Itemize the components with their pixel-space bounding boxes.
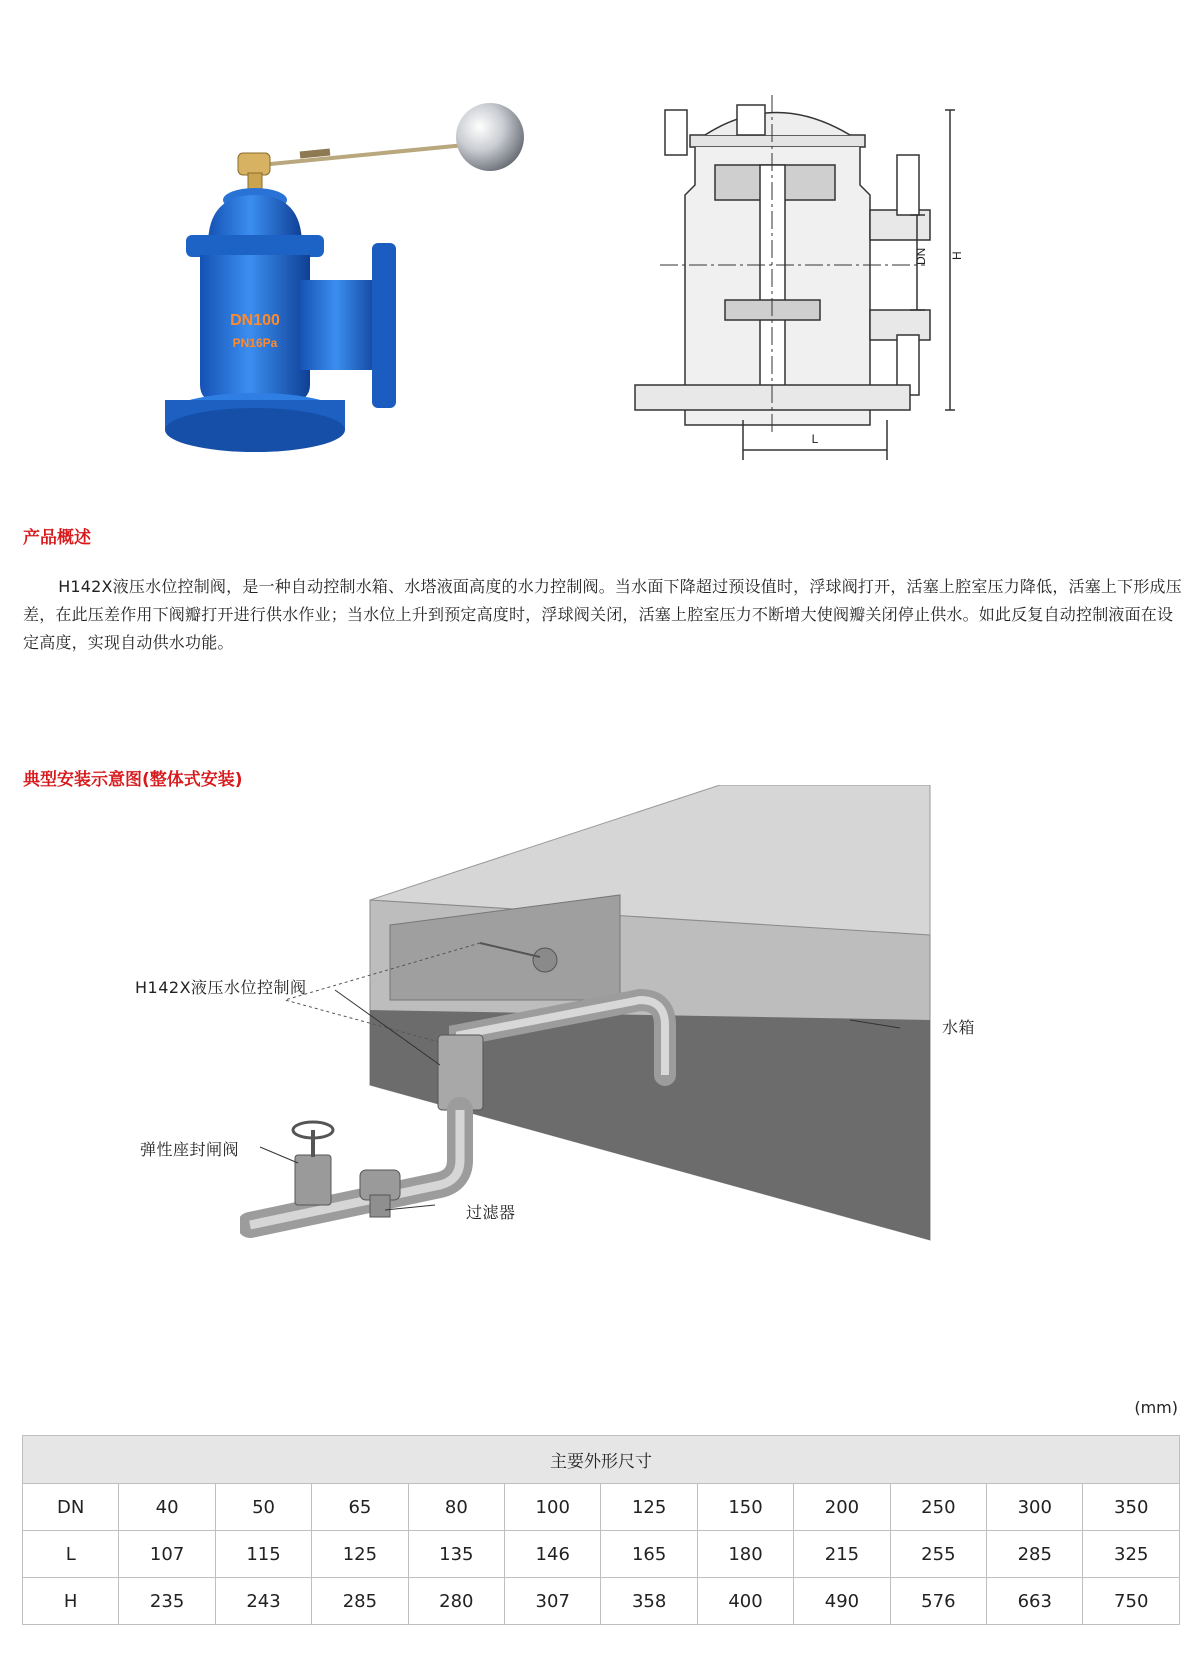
table-row-label: L bbox=[23, 1531, 119, 1578]
installation-diagram bbox=[240, 785, 1000, 1295]
table-cell: 125 bbox=[312, 1531, 408, 1578]
table-row-label: DN bbox=[23, 1484, 119, 1531]
table-cell: 285 bbox=[987, 1531, 1083, 1578]
table-cell: 135 bbox=[408, 1531, 504, 1578]
label-control-valve: H142X液压水位控制阀 bbox=[135, 978, 307, 997]
label-gate-valve: 弹性座封闸阀 bbox=[140, 1140, 240, 1159]
dim-label-dn: DN bbox=[914, 247, 928, 265]
dim-label-h: H bbox=[950, 251, 964, 260]
install-title: 典型安装示意图(整体式安装) bbox=[23, 770, 243, 790]
dimensions-table bbox=[22, 1435, 1180, 1625]
table-cell: 115 bbox=[215, 1531, 311, 1578]
table-cell: 490 bbox=[794, 1578, 890, 1625]
overview-text: H142X液压水位控制阀，是一种自动控制水箱、水塔液面高度的水力控制阀。当水面下降超过预设值时，浮球阀打开，活塞上腔室压力降低，活塞上下形成压差，在此压差作用下阀瓣打开进行供水作业；当水位上升到预定高度时，浮球阀关闭，活塞上腔室压力不断增大使阀瓣关闭停止供水。如此反复自动控制液面在设定高度，实现自动供水功能。 bbox=[23, 577, 1182, 652]
label-water-tank: 水箱 bbox=[942, 1018, 976, 1037]
table-cell: 280 bbox=[408, 1578, 504, 1625]
table-cell: 100 bbox=[505, 1484, 601, 1531]
table-cell: 243 bbox=[215, 1578, 311, 1625]
table-cell: 165 bbox=[601, 1531, 697, 1578]
table-cell: 250 bbox=[890, 1484, 986, 1531]
table-cell: 107 bbox=[119, 1531, 215, 1578]
table-cell: 80 bbox=[408, 1484, 504, 1531]
float-ball-icon bbox=[456, 103, 524, 171]
table-cell: 358 bbox=[601, 1578, 697, 1625]
table-cell: 663 bbox=[987, 1578, 1083, 1625]
table-cell: 576 bbox=[890, 1578, 986, 1625]
table-caption: 主要外形尺寸 bbox=[23, 1436, 1180, 1484]
table-cell: 146 bbox=[505, 1531, 601, 1578]
table-cell: 255 bbox=[890, 1531, 986, 1578]
table-cell: 325 bbox=[1083, 1531, 1180, 1578]
table-cell: 180 bbox=[697, 1531, 793, 1578]
overview-text-block bbox=[23, 573, 1183, 657]
table-cell: 65 bbox=[312, 1484, 408, 1531]
table-cell: 285 bbox=[312, 1578, 408, 1625]
photo-casting-text-2: PN16Pa bbox=[232, 336, 278, 350]
table-cell: 750 bbox=[1083, 1578, 1180, 1625]
overview-title: 产品概述 bbox=[23, 528, 91, 548]
table-cell: 125 bbox=[601, 1484, 697, 1531]
table-unit: (mm) bbox=[1134, 1398, 1178, 1417]
table-cell: 50 bbox=[215, 1484, 311, 1531]
table-cell: 350 bbox=[1083, 1484, 1180, 1531]
table-cell: 40 bbox=[119, 1484, 215, 1531]
table-row bbox=[23, 1484, 1180, 1531]
table-row bbox=[23, 1531, 1180, 1578]
dim-label-l: L bbox=[811, 432, 819, 446]
table-cell: 235 bbox=[119, 1578, 215, 1625]
product-photo bbox=[160, 95, 580, 490]
table-cell: 150 bbox=[697, 1484, 793, 1531]
table-cell: 200 bbox=[794, 1484, 890, 1531]
photo-casting-text-1: DN100 bbox=[230, 312, 280, 329]
table-cell: 300 bbox=[987, 1484, 1083, 1531]
label-filter: 过滤器 bbox=[466, 1203, 516, 1222]
table-row bbox=[23, 1578, 1180, 1625]
table-row-label: H bbox=[23, 1578, 119, 1625]
table-cell: 400 bbox=[697, 1578, 793, 1625]
table-cell: 307 bbox=[505, 1578, 601, 1625]
table-cell: 215 bbox=[794, 1531, 890, 1578]
section-drawing bbox=[625, 95, 1015, 490]
